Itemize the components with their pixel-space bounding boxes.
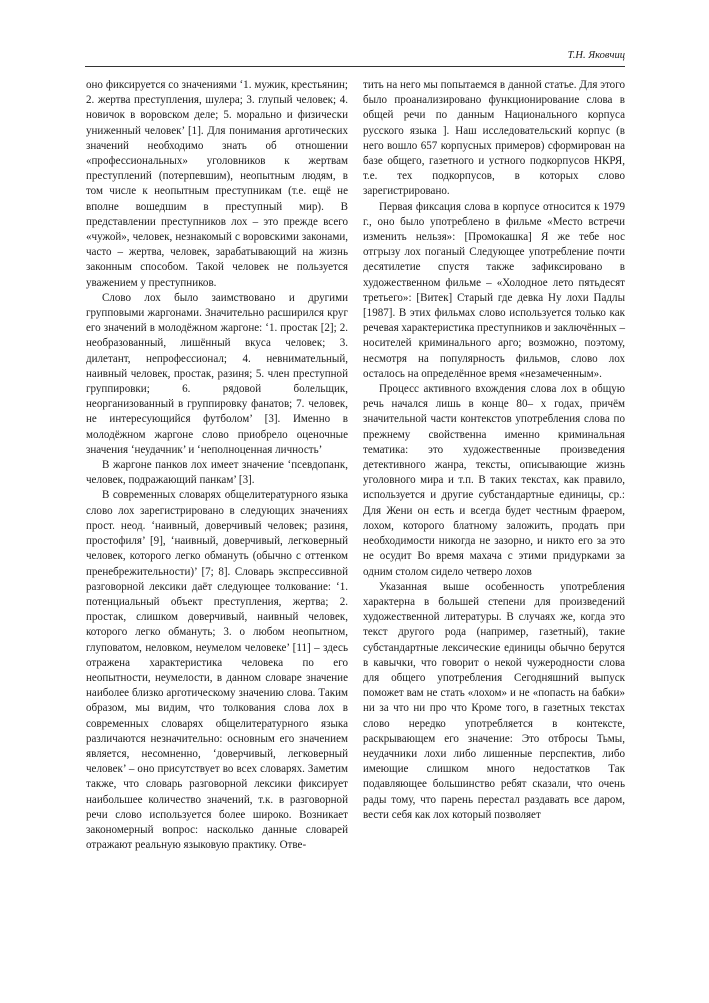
paragraph: В жаргоне панков лох имеет значение ‘псевдопанк, человек, подражающий панкам’ [3]. bbox=[86, 459, 348, 487]
header-rule bbox=[85, 66, 625, 67]
paragraph: Слово лох было заимствовано и другими групповыми жаргонами. Значительно расширился круг его значений в молодёжном жаргоне: ‘1. простак [2]; 2. необразованный, лишённый вкуса человек; 3. дилетант, непрофессионал; 4. невнимательный, наивный человек, простак, разиня; 5. член преступной группировки; 6. рядовой болельщик, неорганизованный в группировку фанатов; 7. человек, не интересующийся футболом’ [3]. Именно в молодёжном жаргоне слово приобрело оценочные значения ‘неудачник’ и ‘неполноценная личность’ bbox=[86, 291, 348, 456]
right-column bbox=[363, 78, 625, 823]
paragraph: тить на него мы попытаемся в данной статье. Для этого было проанализировано функционирование слова в общей речи по данным Национального корпуса русского языка ]. Наш исследовательский корпус (в него вошло 657 корпусных примеров) сформирован на базе общего, газетного и устного подкорпусов НКРЯ, т.е. тех подкорпусов, в которых слово зарегистрировано. bbox=[363, 79, 625, 198]
running-head: Т.Н. Яковчиц bbox=[567, 50, 625, 61]
paragraph: оно фиксируется со значениями ‘1. мужик, крестьянин; 2. жертва преступления, шулера; 3. глупый человек; 4. новичок в воровском деле; 5. морально и физически униженный человек’ [1]. Для понимания арготических значений необходимо знать об отношении «профессиональных» уголовников к жертвам преступлений (потерпевшим), неопытным людям, в том числе к неопытным преступникам (т.е. ещё не вполне вошедшим в преступный мир). В представлении преступников лох – это прежде всего «чужой», человек, незнакомый с воровскими законами, часто – жертва, человек, зарабатывающий на жизнь законным способом. Такой человек не пользуется уважением у преступников. bbox=[86, 79, 348, 289]
paragraph: Указанная выше особенность употребления характерна в большей степени для произведений художественной литературы. В случаях же, когда это текст другого рода (например, газетный), такие субстандартные лексические единицы обычно берутся в кавычки, что говорит о некой чужеродности слова для общего употребления Сегодняшний выпуск поможет вам не стать «лохом» и не «попасть на бабки» ни за что ни про что Кроме того, в газетных текстах слово нередко употребляется в контексте, раскрывающем его значение: Это отбросы Тьмы, неудачники лохи либо лишенные перспектив, либо имеющие слишком много недостатков Так подавляющее большинство ребят сказали, что очень рады тому, что парень перестал раздавать все даром, вести себя как лох который позволяет bbox=[363, 580, 625, 821]
paragraph: Процесс активного вхождения слова лох в общую речь начался лишь в конце 80– х годах, причём значительной части контекстов употребления слова по прежнему свойственна именно криминальная тематика: это художественные произведения детективного жанра, тексты, описывающие жизнь уголовного мира и т.п. В таких текстах, как правило, используется и другие субстандартные единицы, ср.: Для Жени он есть и всегда будет честным фраером, лохом, которого блатному заложить, продать при необходимости никогда не зазорно, и никто его за это не осудит Во время махача с этими придурками за одним столом сидело четверо лохов bbox=[363, 383, 625, 578]
paragraph: В современных словарях общелитературного языка слово лох зарегистрировано в следующих значениях прост. неод. ‘наивный, доверчивый человек; разиня, простофиля’ [9], ‘наивный, доверчивый, легковерный человек, которого легко обмануть (обычно с оттенком пренебрежительности)’ [7; 8]. Словарь экспрессивной разговорной лексики даёт следующее толкование: ‘1. потенциальный объект преступления, жертва; 2. простак, слишком доверчивый, наивный человек, которого легко обмануть; 3. о любом неопытном, глуповатом, неловком, неумелом человеке’ [11] – здесь отражена характеристика человека по его неопытности, неумелости, в данном словаре значение наиболее близко арготическому значению слова. Таким образом, мы видим, что толкования слова лох в современных словарях общелитературного языка различаются незначительно: основным его значением является, несомненно, ‘доверчивый, легковерный человек’ – оно присутствует во всех словарях. Заметим также, что словарь разговорной лексики фиксирует наибольшее количество значений, т.к. в разговорной речи слово используется более широко. Возникает закономерный вопрос: насколько данные словарей отражают реальную языковую практику. Отве- bbox=[86, 489, 348, 852]
left-column bbox=[86, 78, 348, 853]
paragraph: Первая фиксация слова в корпусе относится к 1979 г., оно было употреблено в фильме «Место встречи изменить нельзя»: [Промокашка] Я же тебе нос отгрызу лох поганый Следующее употребление почти десятилетие спустя также зафиксировано в художественном фильме – «Холодное лето пятьдесят третьего»: [Витек] Старый где девка Ну лохи Падлы [1987]. В этих фильмах слово используется только как речевая характеристика преступников и заключённых – носителей криминального арго; возможно, поэтому, несмотря на популярность фильмов, слово лох осталось на определённое время «незамеченным». bbox=[363, 200, 625, 380]
